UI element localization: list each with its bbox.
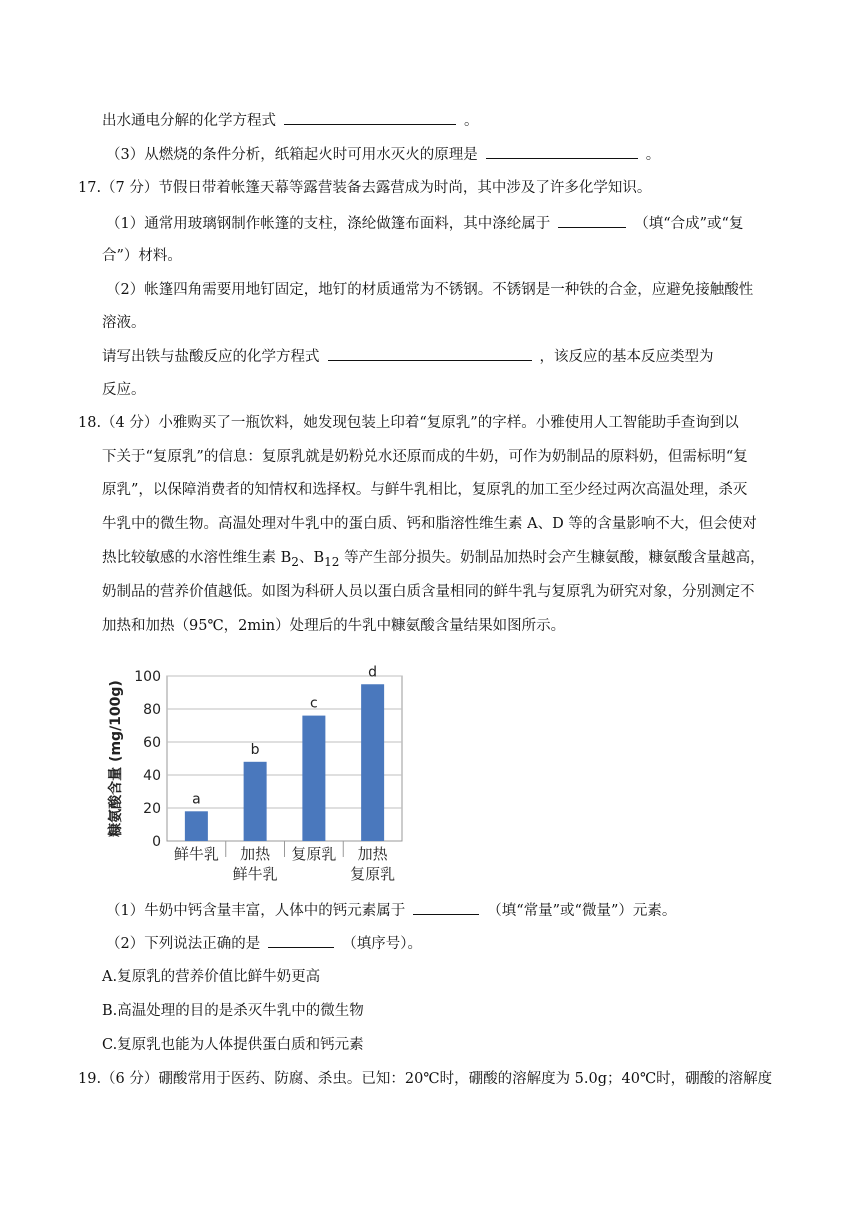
q17-part1 xyxy=(106,213,743,234)
answer-blank[interactable] xyxy=(486,144,638,159)
q18-text: 牛乳中的微生物。高温处理对牛乳中的蛋白质、钙和脂溶性维生素 A、D 等的含量影响不大，但会使对 xyxy=(102,516,757,532)
answer-blank[interactable] xyxy=(268,933,334,948)
q18-text: 加热和加热（95℃，2min）处理后的牛乳中糠氨酸含量结果如图所示。 xyxy=(102,618,566,634)
y-axis-label: 糠氨酸含量 (mg/100g) xyxy=(108,680,124,837)
x-tick-label: 加热 xyxy=(357,845,388,863)
q17-part2: （2）帐篷四角需要用地钉固定，地钉的材质通常为不锈钢。不锈钢是一种铁的合金，应避免接触酸性 xyxy=(106,282,754,298)
text: 。 xyxy=(645,147,661,163)
answer-blank[interactable] xyxy=(328,346,532,361)
subscript: 2 xyxy=(291,554,299,569)
y-tick-label: 100 xyxy=(134,669,161,685)
y-tick-label: 20 xyxy=(143,801,161,817)
line-electrolysis xyxy=(102,110,479,131)
q18-part2 xyxy=(106,933,422,954)
text: （1）牛奶中钙含量丰富，人体中的钙元素属于 xyxy=(106,903,406,919)
y-tick-label: 40 xyxy=(143,768,161,784)
text: 。 xyxy=(464,113,479,129)
x-tick-label: 复原乳 xyxy=(291,845,337,863)
bar xyxy=(244,762,267,841)
answer-blank[interactable] xyxy=(284,110,456,125)
q17-part1-cont: 合”）材料。 xyxy=(102,248,182,264)
q18-text: 下关于“复原乳”的信息：复原乳就是奶粉兑水还原而成的牛奶，可作为奶制品的原料奶，但需标明“复 xyxy=(102,449,748,465)
text: （填序号）。 xyxy=(342,936,422,952)
text: 等产生部分损失。奶制品加热时会产生糠氨酸，糠氨酸含量越高， xyxy=(339,550,765,566)
text: （填“常量”或“微量”）元素。 xyxy=(487,903,677,919)
data-label: c xyxy=(310,695,318,712)
question-17: 17.（7 分）节假日带着帐篷天幕等露营装备去露营成为时尚，其中涉及了许多化学知识。 xyxy=(78,180,652,196)
data-label: b xyxy=(250,741,260,758)
q18-text xyxy=(102,548,765,572)
q18-text: 原乳”，以保障消费者的知情权和选择权。与鲜牛乳相比，复原乳的加工至少经过两次高温处理，杀灭 xyxy=(102,482,748,498)
furosine-bar-chart xyxy=(100,648,410,888)
subscript: 12 xyxy=(324,554,340,569)
text: ，该反应的基本反应类型为 xyxy=(539,349,714,365)
q17-part3-cont: 反应。 xyxy=(102,382,146,398)
bar xyxy=(185,811,208,841)
line-q16-3 xyxy=(106,144,660,165)
q18-part1 xyxy=(106,900,676,921)
bar xyxy=(361,684,384,841)
data-label: a xyxy=(192,791,201,808)
text: 、B xyxy=(298,550,325,566)
text: 出水通电分解的化学方程式 xyxy=(102,113,276,129)
option-b: B.高温处理的目的是杀灭牛乳中的微生物 xyxy=(102,1003,364,1019)
text: （2）下列说法正确的是 xyxy=(106,936,261,952)
text: （填“合成”或“复 xyxy=(634,216,744,232)
data-label: d xyxy=(368,664,378,681)
chart-svg xyxy=(100,648,410,888)
option-a: A.复原乳的营养价值比鲜牛奶更高 xyxy=(102,969,321,985)
y-tick-label: 80 xyxy=(143,702,161,718)
y-tick-label: 60 xyxy=(143,735,161,751)
q18-text: 奶制品的营养价值越低。如图为科研人员以蛋白质含量相同的鲜牛乳与复原乳为研究对象，分别测定不 xyxy=(102,584,755,600)
x-tick-label: 鲜牛乳 xyxy=(173,845,219,863)
text: 热比较敏感的水溶性维生素 B xyxy=(102,550,292,566)
text: （1）通常用玻璃钢制作帐篷的支柱，涤纶做篷布面料，其中涤纶属于 xyxy=(106,216,551,232)
x-tick-label: 加热 xyxy=(240,845,271,863)
answer-blank[interactable] xyxy=(413,900,479,915)
x-tick-label: 鲜牛乳 xyxy=(232,865,278,883)
option-c: C.复原乳也能为人体提供蛋白质和钙元素 xyxy=(102,1037,364,1053)
q17-part3 xyxy=(102,346,714,367)
y-tick-label: 0 xyxy=(152,834,161,850)
x-tick-label: 复原乳 xyxy=(350,865,396,883)
question-19: 19.（6 分）硼酸常用于医药、防腐、杀虫。已知：20℃时，硼酸的溶解度为 5.0g；40℃时，硼酸的溶解度 xyxy=(78,1071,773,1087)
answer-blank[interactable] xyxy=(558,213,626,228)
question-18: 18.（4 分）小雅购买了一瓶饮料，她发现包装上印着“复原乳”的字样。小雅使用人工智能助手查询到以 xyxy=(78,415,739,431)
q17-part2-cont: 溶液。 xyxy=(102,315,146,331)
text: 请写出铁与盐酸反应的化学方程式 xyxy=(102,349,320,365)
bar xyxy=(302,716,325,841)
text: （3）从燃烧的条件分析，纸箱起火时可用水灭火的原理是 xyxy=(106,147,478,163)
